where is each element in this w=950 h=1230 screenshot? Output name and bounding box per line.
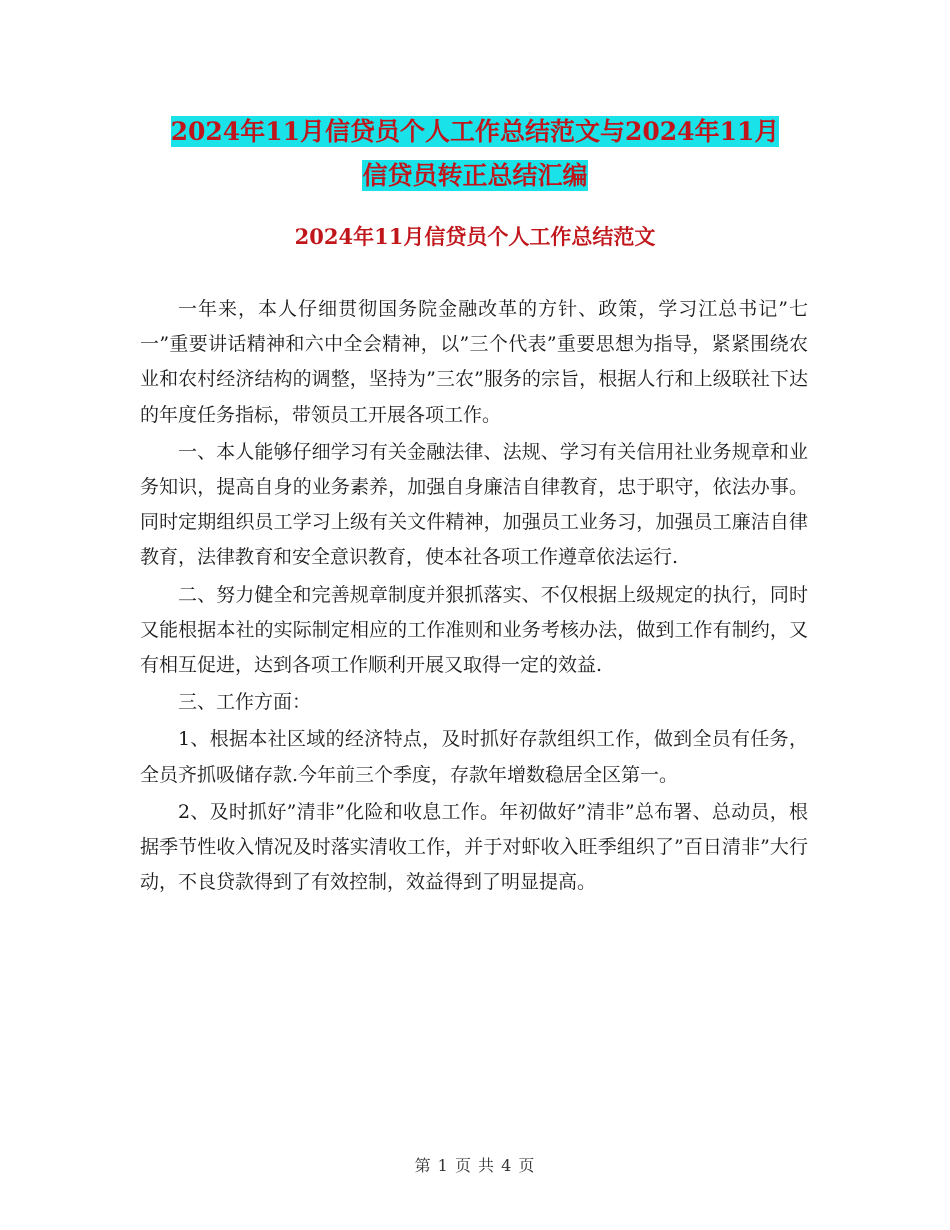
section-heading: 2024年11月信贷员个人工作总结范文 — [294, 224, 656, 249]
title-line-2: 信贷员转正总结汇编 — [362, 161, 588, 190]
document-title — [150, 110, 800, 198]
paragraph: 二、努力健全和完善规章制度并狠抓落实、不仅根据上级规定的执行，同时又能根据本社的实际制定相应的工作准则和业务考核办法，做到工作有制约，又有相互促进，达到各项工作顺利开展又取得一定的效益. — [140, 583, 808, 677]
paragraph: 1、根据本社区域的经济特点，及时抓好存款组织工作，做到全员有任务，全员齐抓吸储存款.今年前三个季度，存款年增数稳居全区第一。 — [140, 728, 808, 786]
title-line-1: 2024年11月信贷员个人工作总结范文与2024年11月 — [170, 117, 780, 146]
paragraph: 一年来，本人仔细贯彻国务院金融改革的方针、政策，学习江总书记”七一”重要讲话精神和六中全会精神，以”三个代表”重要思想为指导，紧紧围绕农业和农村经济结构的调整，坚持为”三农”服务的宗旨，根据人行和上级联社下达的年度任务指标，带领员工开展各项工作。 — [140, 298, 808, 426]
paragraph: 2、及时抓好”清非”化险和收息工作。年初做好”清非”总布署、总动员，根据季节性收入情况及时落实清收工作，并于对虾收入旺季组织了”百日清非”大行动，不良贷款得到了有效控制，效益得到了明显提高。 — [140, 800, 808, 894]
document-body — [140, 292, 808, 902]
page-footer: 第 1 页 共 4 页 — [414, 1156, 536, 1175]
paragraph: 一、本人能够仔细学习有关金融法律、法规、学习有关信用社业务规章和业务知识，提高自身的业务素养，加强自身廉洁自律教育，忠于职守，依法办事。同时定期组织员工学习上级有关文件精神，加强员工业务习，加强员工廉洁自律教育，法律教育和安全意识教育，使本社各项工作遵章依法运行. — [140, 440, 808, 569]
paragraph: 三、工作方面： — [178, 691, 312, 714]
